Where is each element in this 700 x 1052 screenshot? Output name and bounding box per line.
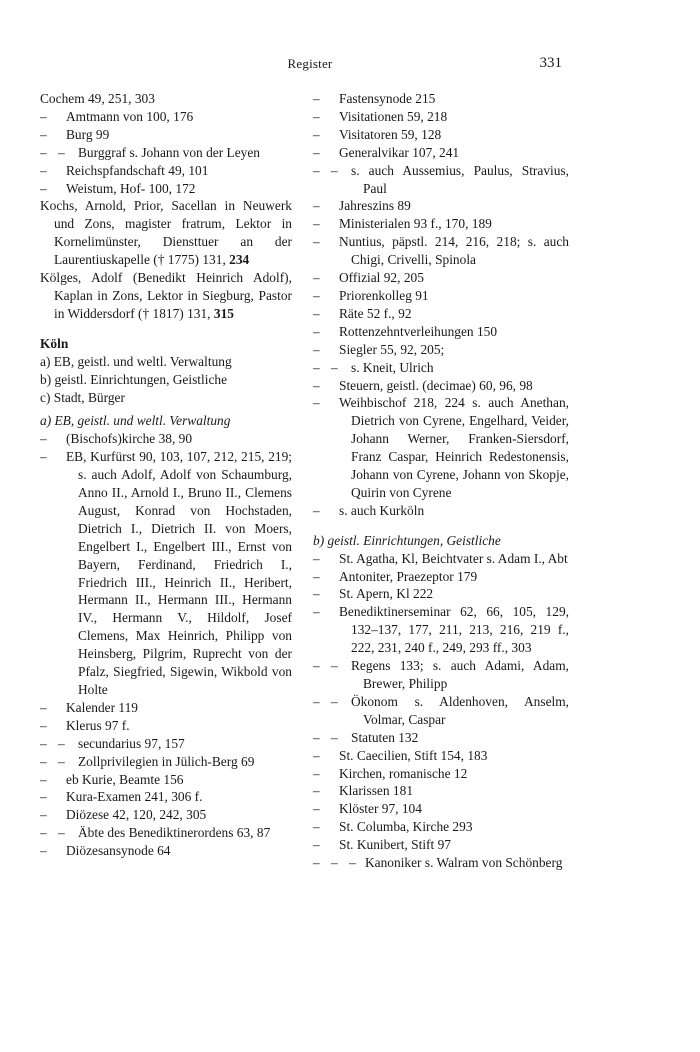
index-subentry: – Klöster 97, 104 — [313, 801, 422, 817]
left-column — [40, 90, 292, 860]
index-entry: Kochs, Arnold, Prior, Sacellan in Neuwerk und Zons, magister fratrum, Lektor in Kornelimünster, Diensttuer an der Laurentiuskapelle († 1775) 131, 234 — [40, 198, 292, 268]
index-subentry: – Visitationen 59, 218 — [313, 108, 448, 124]
index-subentry: – eb Kurie, Beamte 156 — [40, 771, 184, 787]
index-subentry: – Siegler 55, 92, 205; — [313, 341, 445, 357]
index-subentry: – Offizial 92, 205 — [313, 270, 424, 286]
index-subentry: – St. Kunibert, Stift 97 — [313, 837, 451, 853]
index-subentry: – Weistum, Hof- 100, 172 — [40, 180, 196, 196]
index-subentry: – – Zollprivilegien in Jülich-Berg 69 — [40, 753, 255, 769]
index-subentry: – Visitatoren 59, 128 — [313, 126, 442, 142]
index-subentry: – Nuntius, päpstl. 214, 216, 218; s. auch Chigi, Crivelli, Spinola — [313, 234, 569, 268]
page-number: 331 — [539, 55, 562, 71]
index-subentry: – – secundarius 97, 157 — [40, 735, 185, 751]
index-subentry: – Generalvikar 107, 241 — [313, 144, 460, 160]
index-subentry: – Reichspfandschaft 49, 101 — [40, 162, 209, 178]
index-subentry: – – – Kanoniker s. Walram von Schönberg — [313, 855, 563, 871]
index-entry: Cochem 49, 251, 303 — [40, 91, 155, 106]
index-subentry: – Amtmann von 100, 176 — [40, 108, 194, 124]
index-subentry: – Jahreszins 89 — [313, 198, 411, 214]
index-subentry: – St. Apern, Kl 222 — [313, 586, 434, 602]
koeln-outline-item: b) geistl. Einrichtungen, Geistliche — [40, 371, 228, 387]
index-subentry: – – Statuten 132 — [313, 729, 419, 745]
index-subentry: – St. Agatha, Kl, Beichtvater s. Adam I., Abt — [313, 550, 568, 566]
index-subentry: – Steuern, geistl. (decimae) 60, 96, 98 — [313, 377, 533, 393]
section-heading-b: b) geistl. Einrichtungen, Geistliche — [313, 532, 501, 548]
index-subentry: – St. Caecilien, Stift 154, 183 — [313, 747, 488, 763]
index-subentry: – Räte 52 f., 92 — [313, 305, 412, 321]
index-subentry: – s. auch Kurköln — [313, 502, 425, 518]
running-head — [0, 56, 700, 76]
index-subentry: – Ministerialen 93 f., 170, 189 — [313, 216, 492, 232]
index-subentry: – – Regens 133; s. auch Adami, Adam, Brewer, Philipp — [313, 658, 569, 691]
index-subentry: – Fastensynode 215 — [313, 91, 436, 106]
index-subentry: – Klarissen 181 — [313, 783, 414, 799]
section-heading-a: a) EB, geistl. und weltl. Verwaltung — [40, 413, 231, 429]
index-subentry: – Benediktinerseminar 62, 66, 105, 129, 132–137, 177, 211, 213, 216, 219 f., 222, 231, 240 f., 249, 293 ff., 303 — [313, 604, 569, 656]
right-column — [313, 90, 569, 872]
index-subentry: – Rottenzehntverleihungen 150 — [313, 323, 498, 339]
running-title: Register — [287, 56, 333, 71]
index-subentry: – – Äbte des Benediktinerordens 63, 87 — [40, 825, 271, 841]
index-entry: Kölges, Adolf (Benedikt Heinrich Adolf), Kaplan in Zons, Lektor in Siegburg, Pastor in Widdersdorf († 1817) 131, 315 — [40, 270, 292, 321]
index-subentry: – Kalender 119 — [40, 699, 139, 715]
index-subentry: – Antoniter, Praezeptor 179 — [313, 568, 478, 584]
koeln-heading: Köln — [40, 335, 69, 351]
index-subentry: – St. Columba, Kirche 293 — [313, 819, 473, 835]
index-subentry: – Kirchen, romanische 12 — [313, 765, 468, 781]
index-subentry: – Weihbischof 218, 224 s. auch Anethan, Dietrich von Cyrene, Engelhard, Veider, Johann Werner, Franken-Siersdorf, Franz Caspar, Heinrich Redestonensis, Johann von Cyrene, Johann von Skopje, Quirin von Cyrene — [313, 395, 569, 500]
koeln-outline-item: a) EB, geistl. und weltl. Verwaltung — [40, 353, 232, 369]
index-subentry: – – Burggraf s. Johann von der Leyen — [40, 144, 260, 160]
index-subentry: – Kura-Examen 241, 306 f. — [40, 789, 203, 805]
index-subentry: – – Ökonom s. Aldenhoven, Anselm, Volmar, Caspar — [313, 693, 569, 727]
koeln-outline-item: c) Stadt, Bürger — [40, 389, 125, 405]
index-subentry: – Priorenkolleg 91 — [313, 287, 429, 303]
index-subentry: – Klerus 97 f. — [40, 717, 130, 733]
index-subentry: – – s. auch Aussemius, Paulus, Stravius, Paul — [313, 162, 569, 196]
index-subentry: – – s. Kneit, Ulrich — [313, 359, 434, 375]
index-subentry: – Burg 99 — [40, 126, 110, 142]
index-subentry: – EB, Kurfürst 90, 103, 107, 212, 215, 219; s. auch Adolf, Adolf von Schaumburg, Anno II., Arnold I., Bruno II., Clemens August, Konrad von Hochstaden, Dietrich I., Dietrich II. von Moers, Engelbert I., Engelbert III., Ernst von Bayern, Ferdinand, Friedrich I., Friedrich III., Heinrich II., Heribert, Hermann II., Hermann III., Hermann IV., Hermann V., Hildolf, Josef Clemens, Max Heinrich, Philipp von Heinsberg, Pilgrim, Ruprecht von der Pfalz, Siegfried, Sigewin, Wikbold von Holte — [40, 449, 292, 697]
index-subentry: – Diözese 42, 120, 242, 305 — [40, 807, 207, 823]
index-subentry: – Diözesansynode 64 — [40, 843, 171, 859]
index-subentry: – (Bischofs)kirche 38, 90 — [40, 431, 193, 447]
